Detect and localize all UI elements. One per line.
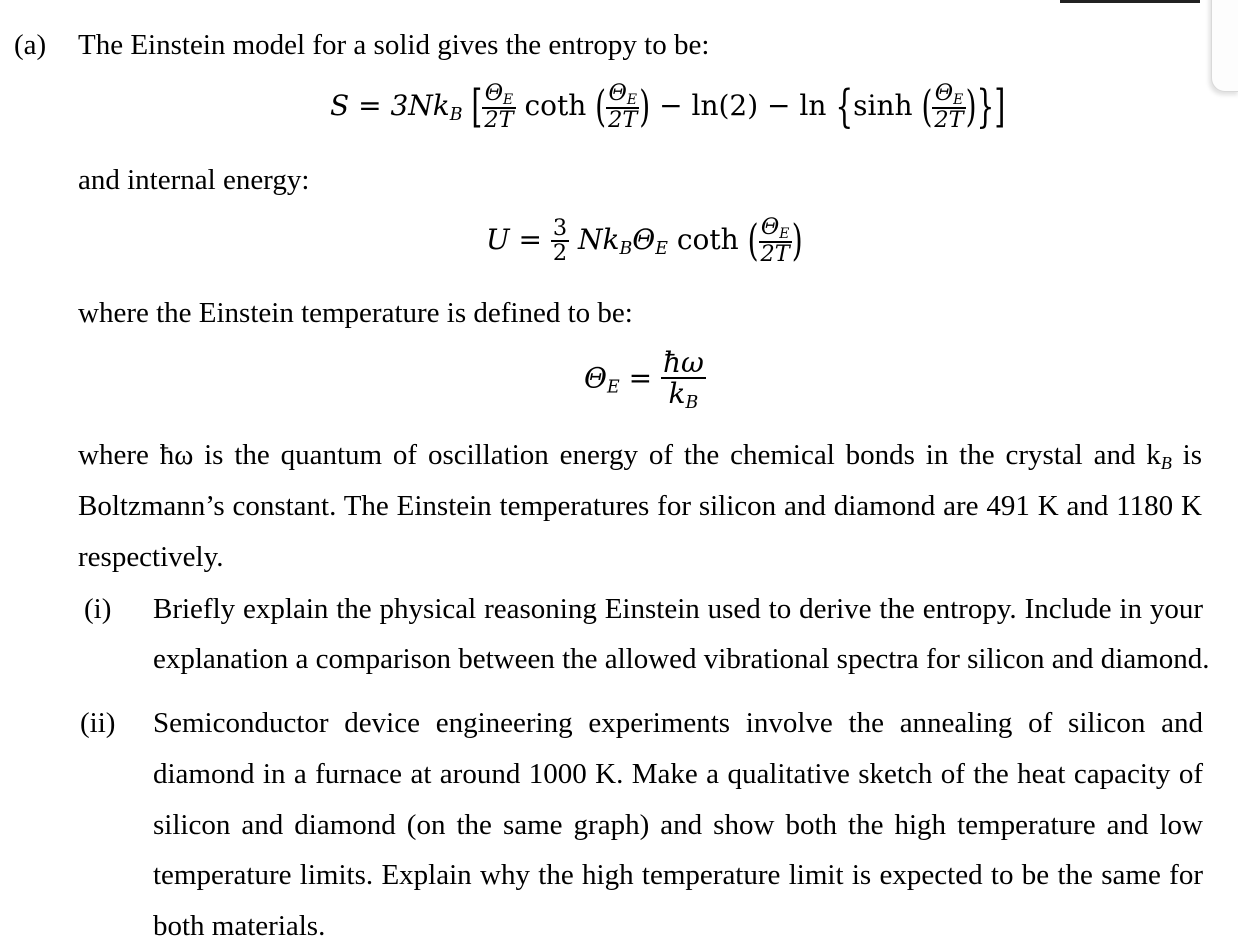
- side-panel-tab[interactable]: [1211, 0, 1238, 92]
- where-paragraph-line-1: where ħω is the quantum of oscillation energy of the chemical bonds in the crystal and $k_B$ is: [78, 439, 1202, 474]
- minus-ln-terms: − ln(2) − ln: [659, 88, 827, 122]
- theta-lhs: Θ: [584, 361, 607, 395]
- item-label-i: (i): [84, 593, 112, 625]
- theta-fraction: $\frac{ħ\omega}{k_B}$: [662, 346, 704, 414]
- where-paragraph-line-3: respectively.: [78, 541, 224, 573]
- item-ii-line-1: Semiconductor device engineering experiments involve the annealing of silicon and: [153, 707, 1203, 739]
- energy-fraction: $\frac{\Theta_E}{2T}$: [760, 214, 790, 268]
- part-label: (a): [14, 29, 47, 61]
- item-i-line-2: explanation a comparison between the allowed vibrational spectra for silicon and diamond.: [153, 643, 1210, 675]
- entropy-equation: $S = 3Nk_B$ [ $\frac{\Theta_E}{2T}$ coth ( $\frac{\Theta_E}{2T}$ ) − ln(2) − ln {sinh ( $\frac{\Theta_E}{2T}$ )}]: [330, 80, 1006, 134]
- entropy-lhs: S = 3Nk: [330, 88, 450, 122]
- intro-text: The Einstein model for a solid gives the entropy to be:: [78, 29, 710, 61]
- energy-lhs: U =: [486, 222, 542, 256]
- entropy-fraction-1: $\frac{\Theta_E}{2T}$: [484, 80, 514, 134]
- energy-coth: coth: [676, 222, 739, 256]
- theta-equation: $\Theta_E$ = $\frac{ħ\omega}{k_B}$: [584, 346, 704, 414]
- sinh-fn: sinh: [853, 88, 913, 122]
- coth-fn: coth: [524, 88, 587, 122]
- left-bracket: [: [471, 80, 483, 134]
- right-bracket: ]: [994, 80, 1006, 134]
- item-label-ii: (ii): [80, 707, 116, 739]
- top-rule-fragment: [1060, 0, 1200, 3]
- item-ii-line-5: both materials.: [153, 910, 326, 942]
- energy-equation: U = $\frac{3}{2}$ $Nk_B\Theta_E$ coth ( $\frac{\Theta_E}{2T}$ ): [486, 214, 803, 268]
- item-ii-line-2: diamond in a furnace at around 1000 K. Make a qualitative sketch of the heat capacity of: [153, 758, 1203, 790]
- item-ii-line-4: temperature limits. Explain why the high temperature limit is expected to be the same for: [153, 859, 1203, 891]
- entropy-lhs-sub: B: [449, 104, 463, 125]
- temp-def-intro: where the Einstein temperature is defined to be:: [78, 297, 633, 329]
- energy-term: Nk: [578, 222, 620, 256]
- internal-energy-intro: and internal energy:: [78, 164, 310, 196]
- three-halves: $\frac{3}{2}$: [552, 214, 568, 267]
- where-paragraph-line-2: Boltzmann’s constant. The Einstein temperatures for silicon and diamond are 491 K and 1180 K: [78, 490, 1202, 522]
- entropy-fraction-3: $\frac{\Theta_E}{2T}$: [934, 80, 964, 134]
- item-ii-line-3: silicon and diamond (on the same graph) and show both the high temperature and low: [153, 809, 1203, 841]
- entropy-fraction-2: $\frac{\Theta_E}{2T}$: [608, 80, 638, 134]
- item-i-line-1: Briefly explain the physical reasoning Einstein used to derive the entropy. Include in your: [153, 593, 1203, 625]
